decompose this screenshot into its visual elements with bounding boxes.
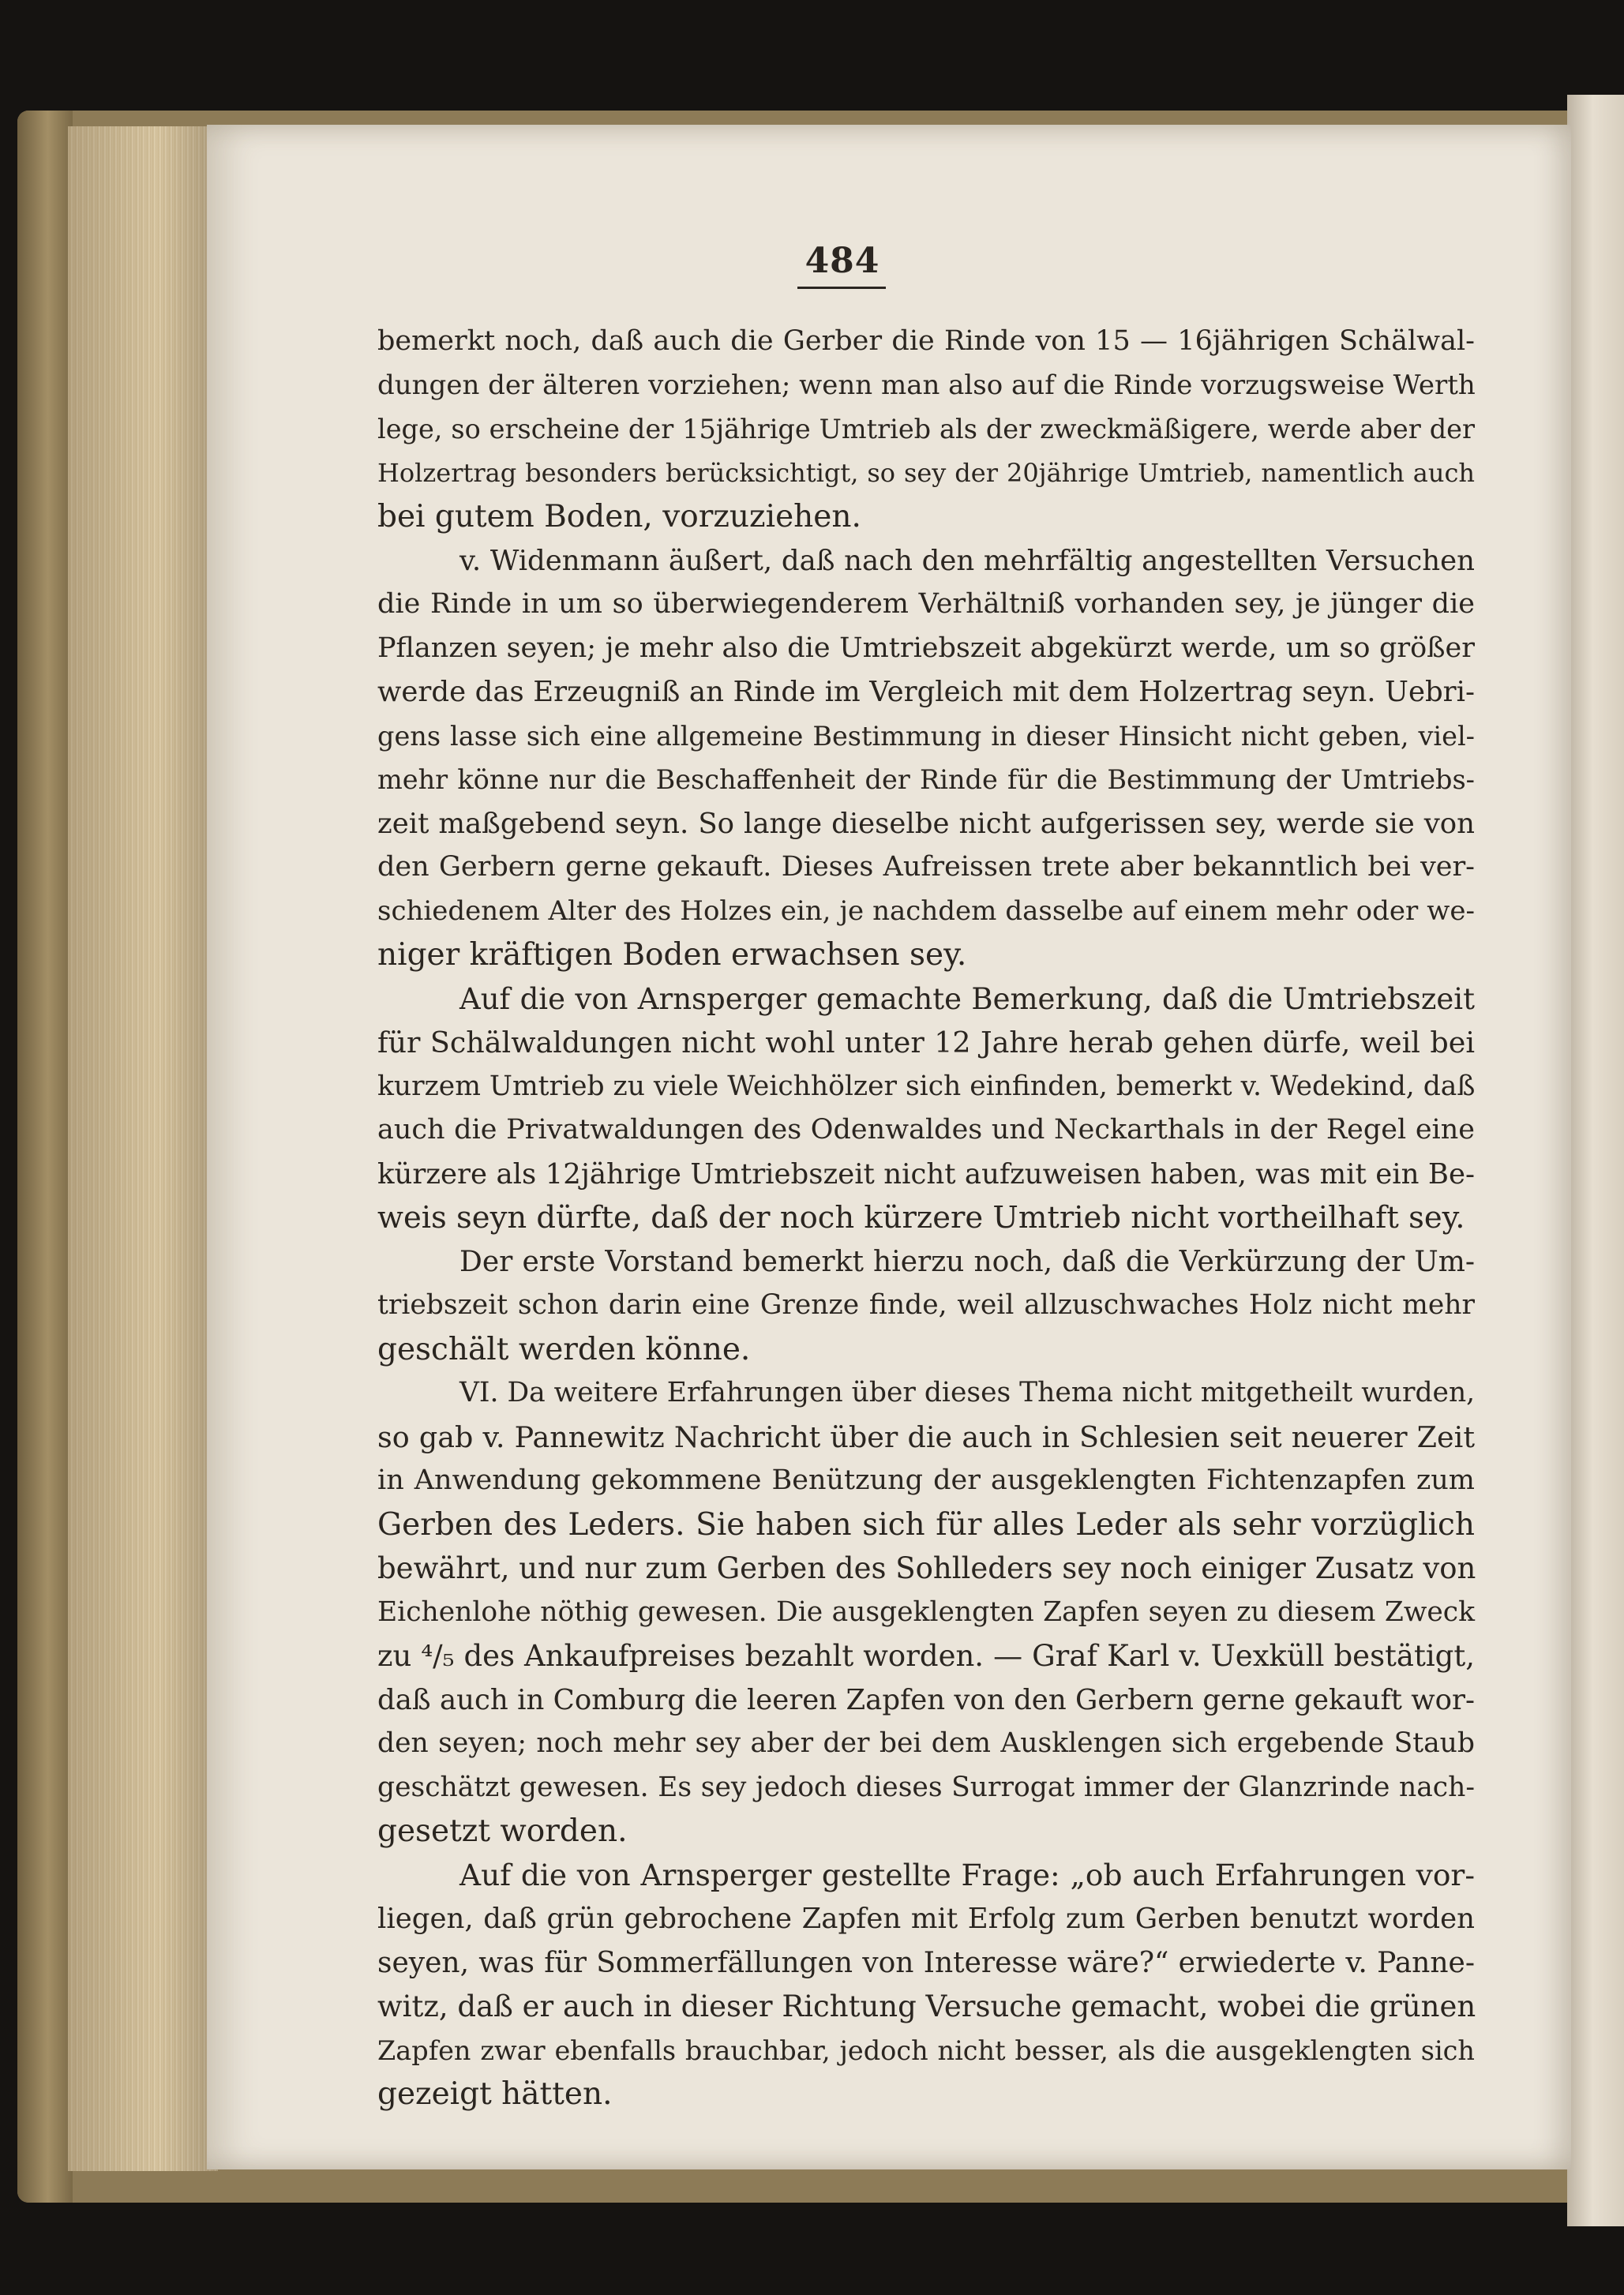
book-spine (17, 111, 73, 2203)
text-line: gens lasse sich eine allgemeine Bestimmung in dieser Hinsicht nicht geben, viel- (377, 720, 1475, 752)
page-number: 484 (804, 241, 880, 281)
text-line: weis seyn dürfte, daß der noch kürzere Umtrieb nicht vortheilhaft sey. (377, 1200, 1465, 1236)
text-line: liegen, daß grün gebrochene Zapfen mit Erfolg zum Gerben benutzt worden (377, 1903, 1475, 1935)
text-line: Auf die von Arnsperger gemachte Bemerkung, daß die Umtriebszeit (459, 981, 1475, 1016)
text-line: Gerben des Leders. Sie haben sich für alles Leder als sehr vorzüglich (377, 1506, 1475, 1543)
text-line: geschält werden könne. (377, 1331, 751, 1367)
text-line: zeit maßgebend seyn. So lange dieselbe nicht aufgerissen sey, werde sie von (377, 807, 1475, 840)
text-line: niger kräftigen Boden erwachsen sey. (377, 937, 967, 973)
text-line: für Schälwaldungen nicht wohl unter 12 Jahre herab gehen dürfe, weil bei (377, 1026, 1475, 1059)
text-line: bemerkt noch, daß auch die Gerber die Rinde von 15 — 16jährigen Schälwal- (377, 325, 1475, 357)
text-line: Zapfen zwar ebenfalls brauchbar, jedoch nicht besser, als die ausgeklengten sich (377, 2034, 1475, 2066)
facing-page-edge (1567, 95, 1624, 2226)
text-line: den seyen; noch mehr sey aber der bei dem Ausklengen sich ergebende Staub (377, 1727, 1475, 1759)
text-line: Der erste Vorstand bemerkt hierzu noch, daß die Verkürzung der Um- (459, 1245, 1475, 1278)
text-line: bewährt, und nur zum Gerben des Sohlleders sey noch einiger Zusatz von (377, 1551, 1476, 1585)
text-line: triebszeit schon darin eine Grenze finde, weil allzuschwaches Holz nicht mehr (377, 1289, 1475, 1321)
text-line: werde das Erzeugniß an Rinde im Vergleich mit dem Holzertrag seyn. Uebri- (377, 676, 1475, 708)
text-line: dungen der älteren vorziehen; wenn man also auf die Rinde vorzugsweise Werth (377, 369, 1476, 401)
text-line: gesetzt worden. (377, 1813, 628, 1849)
text-line: lege, so erscheine der 15jährige Umtrieb als der zweckmäßigere, werde aber der (377, 414, 1475, 444)
text-line: auch die Privatwaldungen des Odenwaldes und Neckarthals in der Regel eine (377, 1114, 1475, 1146)
text-line: zu ⁴/₅ des Ankaufpreises bezahlt worden. — Graf Karl v. Uexküll bestätigt, (377, 1639, 1475, 1673)
text-line: daß auch in Comburg die leeren Zapfen von den Gerbern gerne gekauft wor- (377, 1683, 1475, 1716)
text-line: mehr könne nur die Beschaffenheit der Rinde für die Bestimmung der Umtriebs- (377, 764, 1475, 795)
text-line: den Gerbern gerne gekauft. Dieses Aufreissen trete aber bekanntlich bei ver- (377, 851, 1475, 883)
text-line: Eichenlohe nöthig gewesen. Die ausgeklengten Zapfen seyen zu diesem Zweck (377, 1596, 1475, 1628)
text-line: die Rinde in um so überwiegenderem Verhältniß vorhanden sey, je jünger die (377, 588, 1475, 620)
body-text (377, 320, 1475, 2117)
text-line: geschätzt gewesen. Es sey jedoch dieses Surrogat immer der Glanzrinde nach- (377, 1771, 1475, 1803)
page-number-rule (797, 287, 886, 289)
text-line: so gab v. Pannewitz Nachricht über die auch in Schlesien seit neuerer Zeit (377, 1419, 1475, 1454)
text-line: seyen, was für Sommerfällungen von Interesse wäre?“ erwiederte v. Panne- (377, 1946, 1475, 1979)
text-line: in Anwendung gekommene Benützung der ausgeklengten Fichtenzapfen zum (377, 1464, 1475, 1496)
text-line: v. Widenmann äußert, daß nach den mehrfältig angestellten Versuchen (459, 544, 1475, 577)
text-line: Auf die von Arnsperger gestellte Frage: „ob auch Erfahrungen vor- (459, 1857, 1475, 1892)
text-line: Holzertrag besonders berücksichtigt, so sey der 20jährige Umtrieb, namentlich auch (377, 457, 1475, 488)
text-line: kürzere als 12jährige Umtriebszeit nicht aufzuweisen haben, was mit ein Be- (377, 1157, 1475, 1191)
text-line: VI. Da weitere Erfahrungen über dieses Thema nicht mitgetheilt wurden, (459, 1377, 1476, 1408)
text-line: witz, daß er auch in dieser Richtung Versuche gemacht, wobei die grünen (377, 1989, 1476, 2023)
text-line: bei gutem Boden, vorzuziehen. (377, 499, 861, 534)
text-line: kurzem Umtrieb zu viele Weichhölzer sich einfinden, bemerkt v. Wedekind, daß (377, 1070, 1476, 1102)
text-line: gezeigt hätten. (377, 2076, 613, 2112)
text-line: schiedenem Alter des Holzes ein, je nachdem dasselbe auf einem mehr oder we- (377, 894, 1475, 927)
text-line: Pflanzen seyen; je mehr also die Umtriebszeit abgekürzt werde, um so größer (377, 632, 1475, 664)
